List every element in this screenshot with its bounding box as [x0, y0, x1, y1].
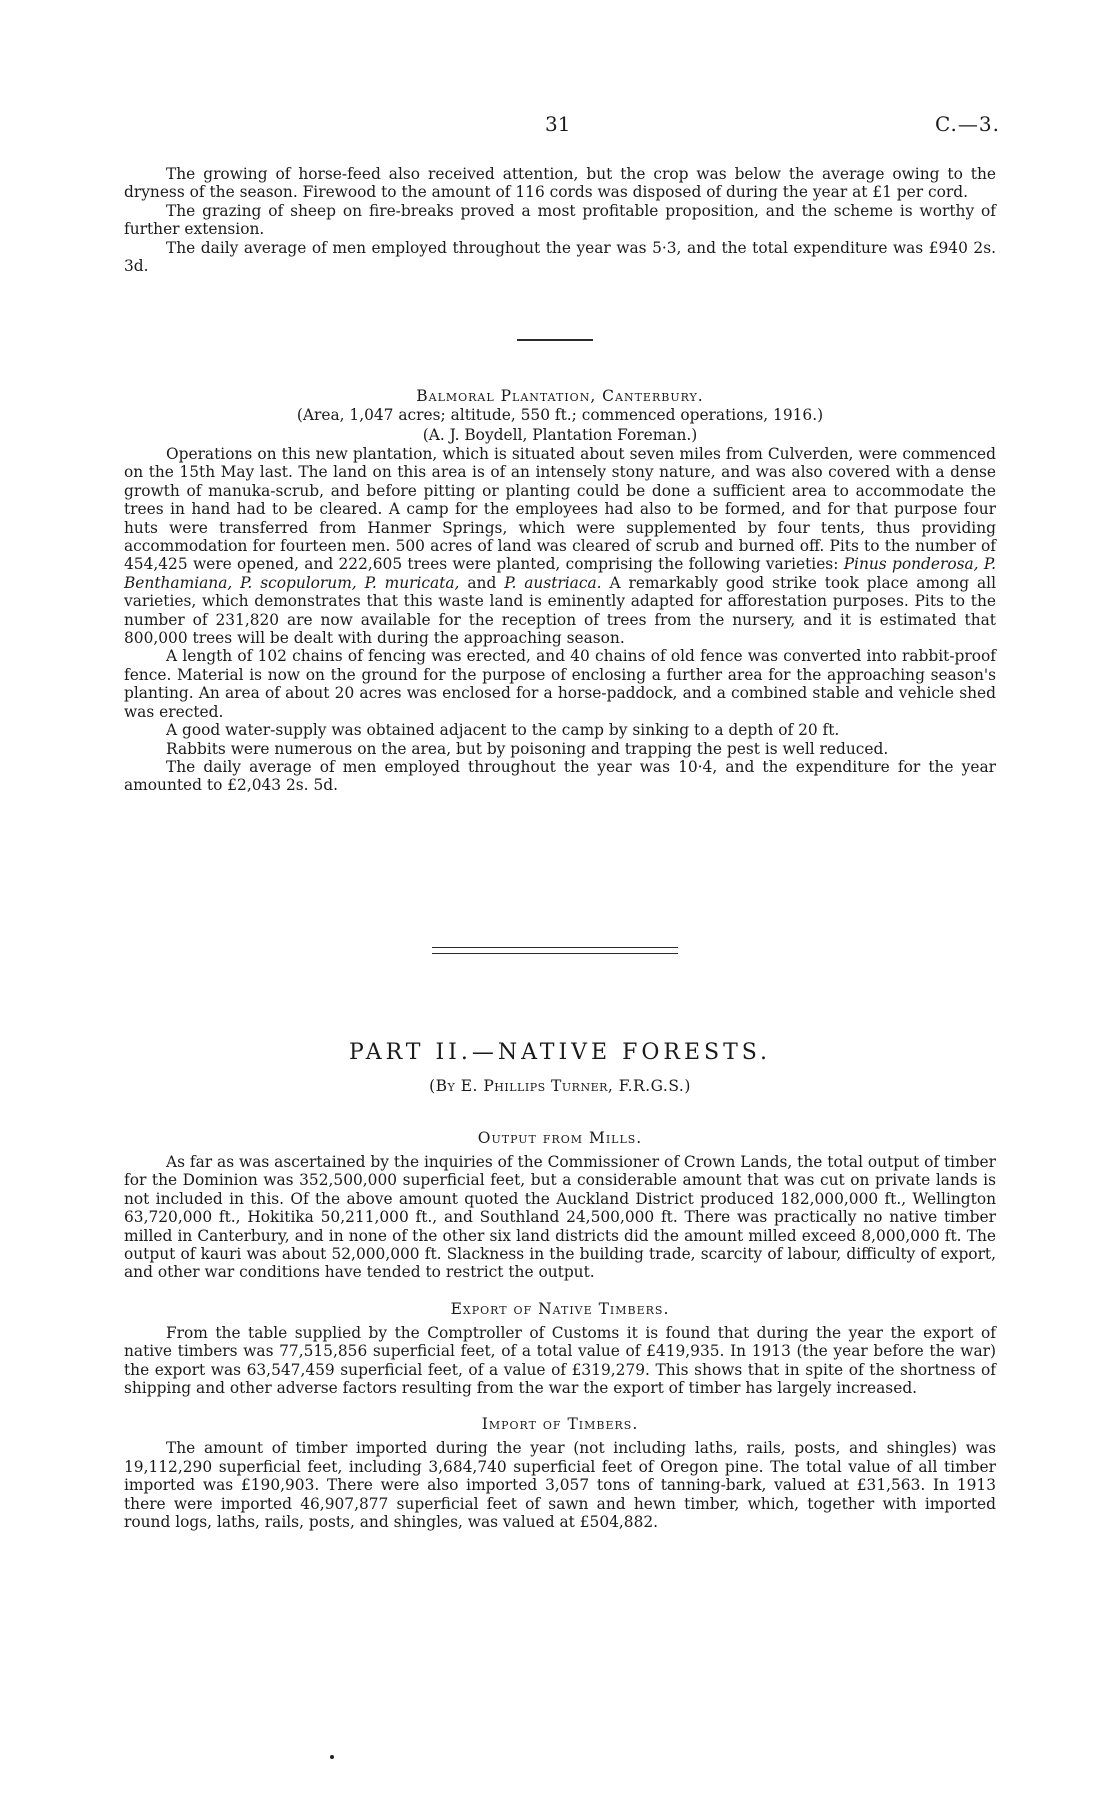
section-heading: Balmoral Plantation, Canterbury. — [416, 387, 704, 405]
text-span: and — [459, 573, 505, 592]
part-title: PART II.—NATIVE FORESTS. — [348, 1040, 772, 1065]
paragraph-import: The amount of timber imported during the year (not including laths, rails, posts, and shingles) was 19,112,290 superficial feet, including 3,684,740 superficial feet of Oregon pine. The total value of all timber imported was £190,903. There were also imported 3,057 tons of tanning-bark, valued at £31,563. In 1913 there were imported 46,907,877 superficial feet of sawn and hewn timber, which, together with imported round logs, laths, rails, posts, and shingles, was valued at £504,882. — [124, 1439, 996, 1532]
species-list: P. austriaca. — [504, 573, 602, 592]
heading-output-from-mills: Output from Mills. — [477, 1129, 643, 1147]
text-span: Operations on this new plantation, which is situated about seven miles from Culverden, were commenced on the 15th May last. The land on this area is of an intensely stony nature, and was also covered with a dense growth of manuka-scrub, and before pitting or planting could be done a sufficient area to accommodate the trees in hand had to be cleared. A camp for the employees had also to be formed, and for that purpose four huts were transferred from Hanmer Springs, which were supplemented by four tents, thus providing accommodation for fourteen men. 500 acres of land was cleared of scrub and burned off. Pits to the number of 454,425 were opened, and 222,605 trees were planted, comprising the following varieties: — [124, 445, 996, 574]
part-author — [124, 1077, 996, 1095]
part-divider — [432, 947, 678, 954]
page-header — [0, 112, 1114, 142]
paragraph-expenditure: The daily average of men employed throughout the year was 10·4, and the expenditure for the year amounted to £2,043 2s. 5d. — [124, 757, 996, 795]
paragraph-operations — [124, 445, 996, 647]
paragraph-water-supply: A good water-supply was obtained adjacent to the camp by sinking to a depth of 20 ft. — [166, 721, 840, 740]
heading-export: Export of Native Timbers. — [450, 1299, 670, 1318]
section-subtitle: (Area, 1,047 acres; altitude, 550 ft.; commenced operations, 1916.) — [296, 406, 824, 424]
text-span: A remarkably good strike took place among all varieties, which demonstrates that this waste land is eminently adapted for afforestation purposes. Pits to the number of 231,820 are now available for the reception of trees from the nursery, and it is estimated that 800,000 trees will be dealt with during the approaching season. — [124, 573, 996, 648]
balmoral-section — [124, 387, 996, 795]
paragraph-sheep-grazing: The grazing of sheep on fire-breaks proved a most profitable proposition, and the scheme is worthy of further extension. — [124, 201, 996, 239]
document-reference: C.—3. — [934, 112, 1000, 136]
section-foreman: (A. J. Boydell, Plantation Foreman.) — [422, 426, 698, 444]
intro-section — [124, 165, 996, 275]
paragraph-output: As far as was ascertained by the inquiries of the Commissioner of Crown Lands, the total output of timber for the Dominion was 352,500,000 superficial feet, but a considerable amount that was cut on private lands is not included in this. Of the above amount quoted the Auckland District produced 182,000,000 ft., Wellington 63,720,000 ft., Hokitika 50,211,000 ft., and Southland 24,500,000 ft. There was practically no native timber milled in Canterbury, and in none of the other six land districts did the amount milled exceed 8,000,000 ft. The output of kauri was about 52,000,000 ft. Slackness in the building trade, scarcity of labour, difficulty of export, and other war conditions have tended to restrict the output. — [124, 1153, 996, 1282]
species-list: Pinus ponderosa, P. Benthamiana, P. scopulorum, P. muricata, — [124, 555, 996, 592]
part2-section — [124, 1040, 996, 1532]
heading-import: Import of Timbers. — [481, 1415, 639, 1434]
paragraph-rabbits: Rabbits were numerous on the area, but by poisoning and trapping the pest is well reduced. — [166, 739, 889, 758]
paragraph-horse-feed: The growing of horse-feed also received attention, but the crop was below the average owing to the dryness of the season. Firewood to the amount of 116 cords was disposed of during the year at £1 per cord. — [124, 165, 996, 202]
paragraph-export: From the table supplied by the Comptroller of Customs it is found that during the year the export of native timbers was 77,515,856 superficial feet, of a total value of £419,935. In 1913 (the year before the war) the export was 63,547,459 superficial feet, of a value of £319,279. This shows that in spite of the shortness of shipping and other adverse factors resulting from the war the export of timber has largely increased. — [124, 1323, 996, 1398]
paragraph-daily-average: The daily average of men employed throughout the year was 5·3, and the total expenditure was £940 2s. 3d. — [124, 238, 996, 276]
section-divider — [517, 339, 593, 341]
paragraph-fencing: A length of 102 chains of fencing was erected, and 40 chains of old fence was converted into rabbit-proof fence. Material is now on the ground for the purpose of enclosing a further area for the approaching season's planting. An area of about 20 acres was enclosed for a horse-paddock, and a combined stable and vehicle shed was erected. — [124, 647, 996, 721]
author-text: (By E. Phillips Turner, F.R.G.S.) — [429, 1077, 691, 1095]
page-number: 31 — [545, 112, 571, 136]
page-speck — [330, 1755, 334, 1759]
